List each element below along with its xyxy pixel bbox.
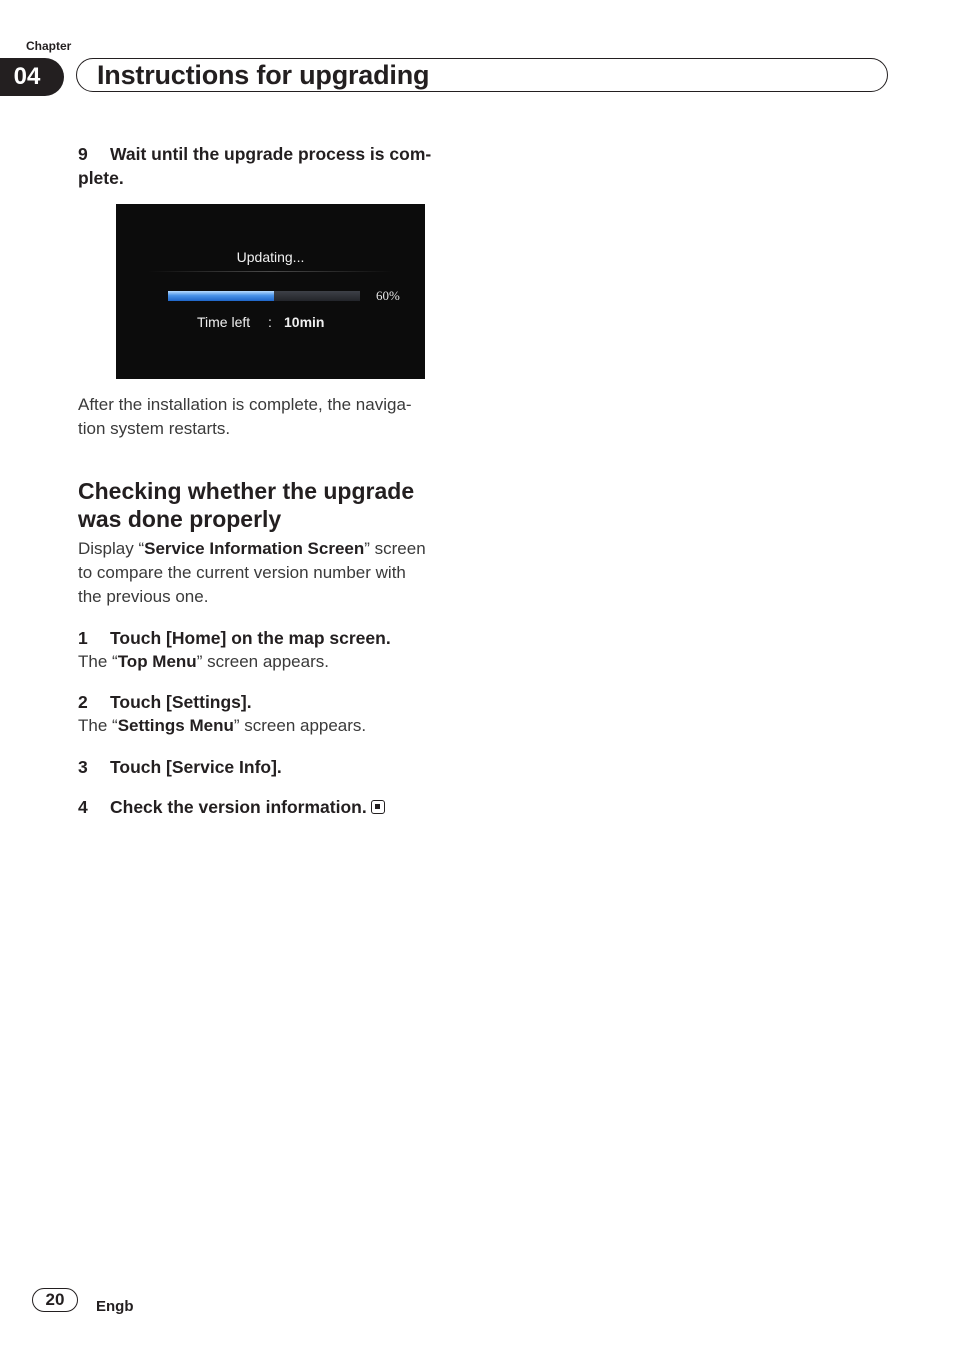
step-9-heading bbox=[78, 142, 462, 190]
intro-suffix: ” screen bbox=[364, 539, 426, 558]
intro-emphasis: Service Information Screen bbox=[144, 539, 365, 558]
step-number: 9 bbox=[78, 144, 88, 164]
section-checking bbox=[78, 477, 462, 609]
result-emphasis: Settings Menu bbox=[117, 716, 234, 735]
time-left-value: 10min bbox=[284, 314, 325, 330]
intro-line-3: the previous one. bbox=[78, 587, 209, 606]
section-heading-line-2: was done properly bbox=[78, 506, 282, 532]
step-2 bbox=[78, 690, 462, 738]
step-number: 3 bbox=[78, 757, 88, 777]
time-separator: : bbox=[268, 314, 272, 330]
after-install-paragraph bbox=[78, 393, 462, 441]
result-emphasis: Top Menu bbox=[117, 652, 197, 671]
step-text-continued: plete. bbox=[78, 168, 124, 188]
chapter-title-bar bbox=[76, 58, 888, 92]
result-suffix: ” screen appears. bbox=[196, 652, 329, 671]
step-3 bbox=[78, 755, 462, 779]
section-intro bbox=[78, 537, 462, 609]
updating-screen-image bbox=[116, 204, 425, 379]
screen-divider bbox=[148, 271, 393, 272]
intro-prefix: Display “ bbox=[78, 539, 145, 558]
result-prefix: The “ bbox=[78, 652, 118, 671]
progress-percent: 60% bbox=[376, 288, 400, 303]
step-number: 2 bbox=[78, 692, 88, 712]
step-number: 1 bbox=[78, 628, 88, 648]
step-text: Touch [Service Info]. bbox=[110, 757, 282, 777]
chapter-label: Chapter bbox=[26, 39, 72, 53]
step-number: 4 bbox=[78, 797, 88, 817]
page-number: 20 bbox=[32, 1288, 78, 1312]
step-result bbox=[78, 650, 462, 674]
time-left-label: Time left bbox=[197, 314, 251, 330]
chapter-number-badge: 04 bbox=[0, 58, 64, 96]
screen-title: Updating... bbox=[236, 249, 305, 265]
step-text: Touch [Home] on the map screen. bbox=[110, 628, 391, 648]
step-4 bbox=[78, 795, 462, 819]
step-1 bbox=[78, 626, 462, 674]
step-result bbox=[78, 714, 462, 738]
step-text: Check the version information. bbox=[110, 797, 367, 817]
progress-bar-fill bbox=[168, 291, 274, 301]
result-suffix: ” screen appears. bbox=[233, 716, 367, 735]
result-prefix: The “ bbox=[78, 716, 118, 735]
intro-line-2: to compare the current version number with bbox=[78, 563, 406, 582]
step-9 bbox=[78, 142, 462, 190]
end-of-section-icon bbox=[371, 800, 385, 814]
after-install-line-2: tion system restarts. bbox=[78, 419, 231, 438]
language-code: Engb bbox=[96, 1298, 134, 1315]
section-heading-line-1: Checking whether the upgrade bbox=[78, 478, 415, 504]
chapter-title: Instructions for upgrading bbox=[97, 59, 430, 90]
after-install-line-1: After the installation is complete, the naviga- bbox=[78, 395, 412, 414]
progress-bar bbox=[168, 291, 360, 301]
step-text: Touch [Settings]. bbox=[110, 692, 252, 712]
section-heading bbox=[78, 477, 462, 533]
step-text: Wait until the upgrade process is com- bbox=[110, 144, 432, 164]
